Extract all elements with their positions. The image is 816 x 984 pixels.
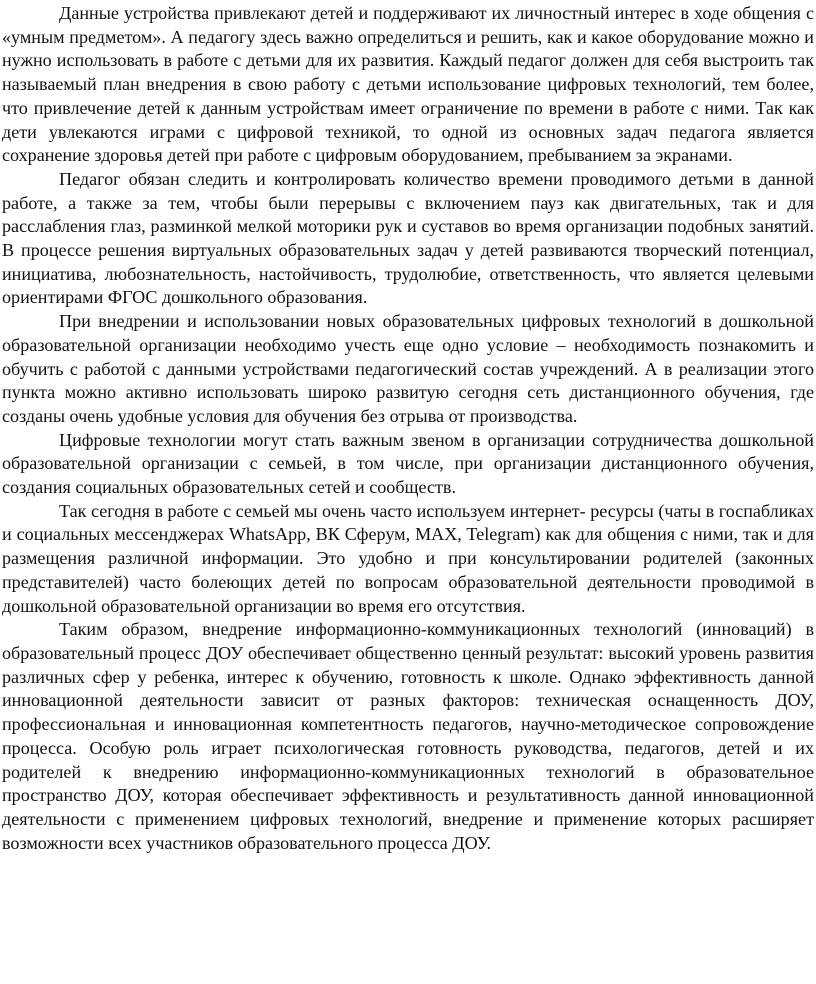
paragraph-4: Цифровые технологии могут стать важным звеном в организации сотрудничества дошкольной образовательной организации с семьей, в том числе, при организации дистанционного обучения, создания социальных образовательных сетей и сообществ.: [2, 429, 814, 498]
paragraph-3: При внедрении и использовании новых образовательных цифровых технологий в дошкольной образовательной организации необходимо учесть еще одно условие – необходимость познакомить и обучить с работой с данными устройствами педагогический состав учреждений. А в реализации этого пункта можно активно использовать широко развитую сегодня сеть дистанционного обучения, где созданы очень удобные условия для обучения без отрыва от производства.: [2, 311, 814, 426]
paragraph-6: Таким образом, внедрение информационно-коммуникационных технологий (инноваций) в образовательный процесс ДОУ обеспечивает общественно ценный результат: высокий уровень развития различных сфер у ребенка, интерес к обучению, готовность к школе. Однако эффективность данной инновационной деятельности зависит от разных факторов: техническая оснащенность ДОУ, профессиональная и инновационная компетентность педагогов, научно-методическое сопровождение процесса. Особую роль играет психологическая готовность руководства, педагогов, детей и их родителей к внедрению информационно-коммуникационных технологий в образовательное пространство ДОУ, которая обеспечивает эффективность и результативность данной инновационной деятельности с применением цифровых технологий, внедрение и применение которых расширяет возможности всех участников образовательного процесса ДОУ.: [2, 619, 814, 853]
paragraph-5: Так сегодня в работе с семьей мы очень часто используем интернет- ресурсы (чаты в госпабликах и социальных мессенджерах WhatsApp, ВК Сферум, MAX, Telegram) как для общения с ними, так и для размещения различной информации. Это удобно и при консультировании родителей (законных представителей) часто болеющих детей по вопросам образовательной деятельности проводимой в дошкольной образовательной организации во время его отсутствия.: [2, 500, 814, 616]
paragraph-2: Педагог обязан следить и контролировать количество времени проводимого детьми в данной работе, а также за тем, чтобы были перерывы с включением пауз как двигательных, так и для расслабления глаз, разминкой мелкой моторики рук и суставов во время организации подобных занятий. В процессе решения виртуальных образовательных задач у детей развиваются творческий потенциал, инициатива, любознательность, настойчивость, трудолюбие, ответственность, что является целевыми ориентирами ФГОС дошкольного образования.: [2, 168, 814, 308]
paragraph-1: Данные устройства привлекают детей и поддерживают их личностный интерес в ходе общения с «умным предметом». А педагогу здесь важно определиться и решить, как и какое оборудование можно и нужно использовать в работе с детьми для их развития. Каждый педагог должен для себя выстроить так называемый план внедрения в свою работу с детьми использование цифровых технологий, тем более, что привлечение детей к данным устройствам имеет ограничение по времени в работе с ними. Так как дети увлекаются играми с цифровой техникой, то одной из основных задач педагога является сохранение здоровья детей при работе с цифровым оборудованием, пребыванием за экранами.: [2, 3, 814, 166]
